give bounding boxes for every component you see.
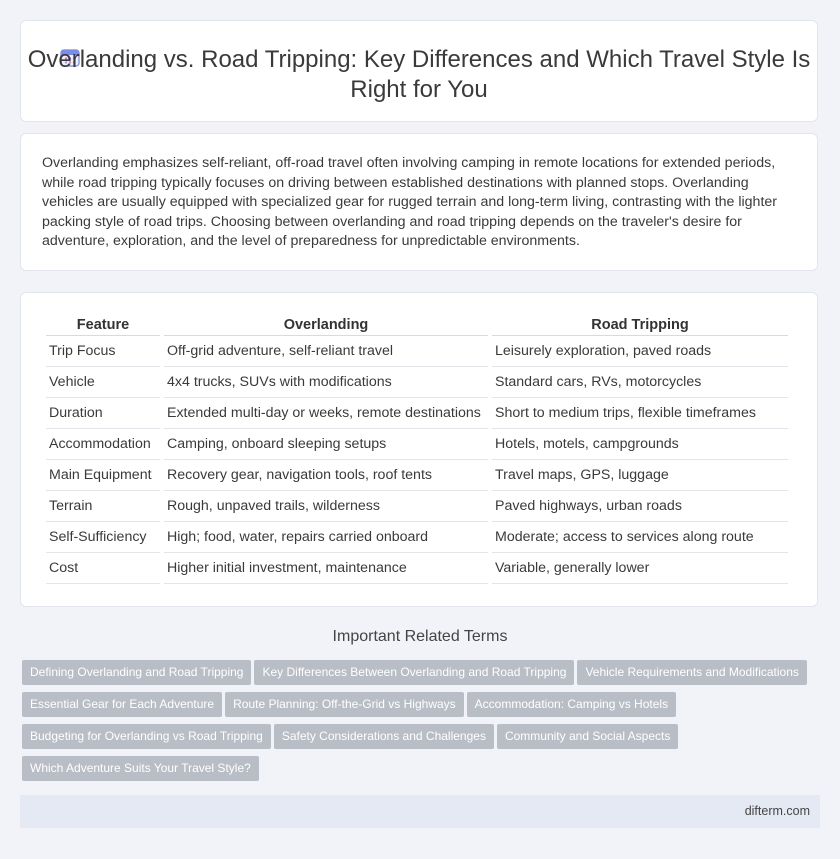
related-term-tag[interactable]: Which Adventure Suits Your Travel Style?	[22, 756, 259, 781]
cell-feature: Vehicle	[46, 367, 160, 398]
cell-overlanding: Higher initial investment, maintenance	[164, 553, 488, 584]
cell-road-tripping: Standard cars, RVs, motorcycles	[492, 367, 788, 398]
table-row	[46, 367, 788, 398]
table-row	[46, 553, 788, 584]
cell-overlanding: 4x4 trucks, SUVs with modifications	[164, 367, 488, 398]
cell-overlanding: Off-grid adventure, self-reliant travel	[164, 336, 488, 367]
related-term-tag[interactable]: Accommodation: Camping vs Hotels	[467, 692, 676, 717]
cell-overlanding: Camping, onboard sleeping setups	[164, 429, 488, 460]
cell-feature: Accommodation	[46, 429, 160, 460]
cell-overlanding: Extended multi-day or weeks, remote destinations	[164, 398, 488, 429]
related-term-tag[interactable]: Route Planning: Off-the-Grid vs Highways	[225, 692, 464, 717]
cell-overlanding: Recovery gear, navigation tools, roof tents	[164, 460, 488, 491]
cell-feature: Cost	[46, 553, 160, 584]
cell-road-tripping: Variable, generally lower	[492, 553, 788, 584]
cell-road-tripping: Hotels, motels, campgrounds	[492, 429, 788, 460]
related-term-tag[interactable]: Community and Social Aspects	[497, 724, 678, 749]
related-term-tag[interactable]: Budgeting for Overlanding vs Road Tripping	[22, 724, 271, 749]
related-term-tag[interactable]: Vehicle Requirements and Modifications	[577, 660, 806, 685]
table-row	[46, 522, 788, 553]
related-terms-heading: Important Related Terms	[332, 628, 508, 645]
cell-overlanding: High; food, water, repairs carried onboard	[164, 522, 488, 553]
column-header-feature: Feature	[46, 315, 160, 336]
footer-site-link[interactable]: difterm.com	[744, 804, 810, 818]
comparison-card	[20, 292, 818, 607]
intro-card	[20, 133, 818, 271]
table-row	[46, 429, 788, 460]
related-terms-list	[22, 660, 818, 788]
table-row	[46, 398, 788, 429]
title-card	[20, 20, 818, 122]
page-title: Overlanding vs. Road Tripping: Key Differences and Which Travel Style Is Right for You	[27, 46, 811, 103]
related-term-tag[interactable]: Defining Overlanding and Road Tripping	[22, 660, 251, 685]
cell-overlanding: Rough, unpaved trails, wilderness	[164, 491, 488, 522]
comparison-table	[42, 315, 792, 584]
cell-feature: Self-Sufficiency	[46, 522, 160, 553]
cell-road-tripping: Paved highways, urban roads	[492, 491, 788, 522]
table-header-row	[46, 315, 788, 336]
related-term-tag[interactable]: Essential Gear for Each Adventure	[22, 692, 222, 717]
related-term-tag[interactable]: Safety Considerations and Challenges	[274, 724, 494, 749]
cell-road-tripping: Moderate; access to services along route	[492, 522, 788, 553]
column-header-overlanding: Overlanding	[164, 315, 488, 336]
column-header-road-tripping: Road Tripping	[492, 315, 788, 336]
table-row	[46, 336, 788, 367]
cell-feature: Duration	[46, 398, 160, 429]
cell-road-tripping: Leisurely exploration, paved roads	[492, 336, 788, 367]
table-row	[46, 460, 788, 491]
related-term-tag[interactable]: Key Differences Between Overlanding and Road Tripping	[254, 660, 574, 685]
cell-feature: Trip Focus	[46, 336, 160, 367]
cell-feature: Terrain	[46, 491, 160, 522]
intro-paragraph: Overlanding emphasizes self-reliant, off-road travel often involving camping in remote locations for extended periods, while road tripping typically focuses on driving between established destinations with planned stops. Overlanding vehicles are usually equipped with specialized gear for rugged terrain and long-term living, contrasting with the lighter packing style of road trips. Choosing between overlanding and road tripping depends on the traveler's desire for adventure, exploration, and the level of preparedness for unpredictable environments.	[42, 155, 777, 249]
cell-road-tripping: Travel maps, GPS, luggage	[492, 460, 788, 491]
cell-feature: Main Equipment	[46, 460, 160, 491]
table-row	[46, 491, 788, 522]
footer	[20, 795, 820, 828]
cell-road-tripping: Short to medium trips, flexible timeframes	[492, 398, 788, 429]
